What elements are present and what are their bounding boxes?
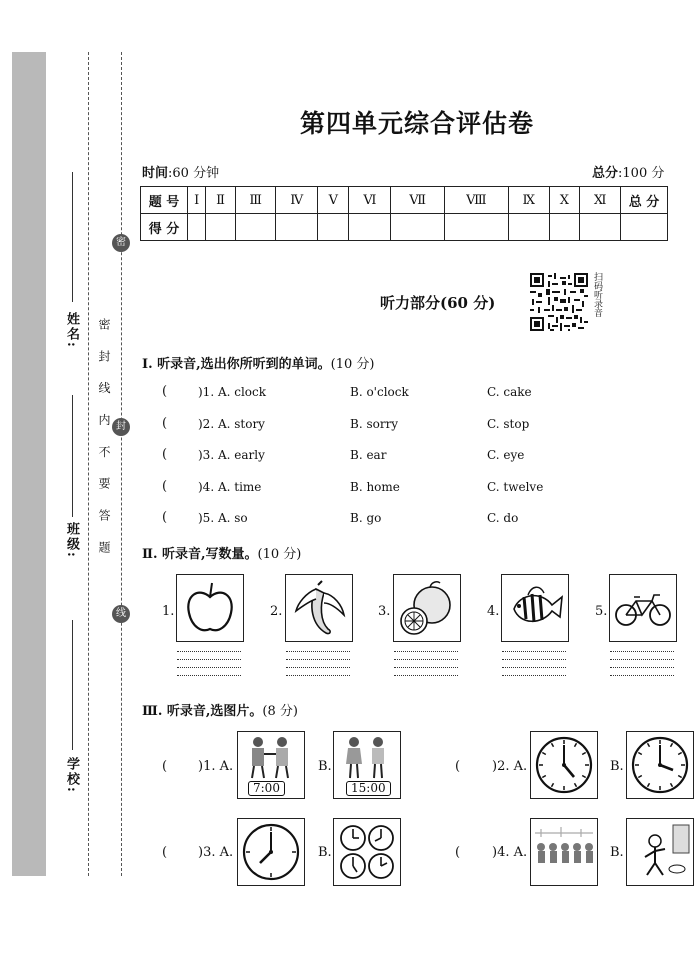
table-cell: 总 分 <box>621 187 668 214</box>
item-number: 3. <box>378 604 391 619</box>
answer-line[interactable] <box>394 651 458 652</box>
qr-code-icon[interactable] <box>530 273 588 331</box>
picture-option-a[interactable] <box>237 731 305 799</box>
option-c: C. twelve <box>487 480 544 494</box>
time-label-b: 15:00 <box>346 781 391 796</box>
option-a: )3. A. early <box>198 448 265 462</box>
score-cell[interactable] <box>391 214 444 241</box>
page-title: 第四单元综合评估卷 <box>300 109 535 138</box>
score-cell[interactable] <box>444 214 508 241</box>
name-label: 姓名: <box>64 312 79 349</box>
option-c: C. cake <box>487 385 532 399</box>
section3-score: (8 分) <box>262 704 298 719</box>
answer-line[interactable] <box>610 675 674 676</box>
table-cell: Ⅺ <box>580 187 621 214</box>
school-field[interactable] <box>72 620 73 750</box>
bike-icon <box>609 574 677 642</box>
option-a: )5. A. so <box>198 511 248 525</box>
option-c: C. stop <box>487 417 530 431</box>
answer-line[interactable] <box>502 667 566 668</box>
total-key: 总分 <box>592 166 619 181</box>
item-number: 2. <box>270 604 283 619</box>
section3-title: Ⅲ. 听录音,选图片。 <box>142 704 263 719</box>
table-cell: 得 分 <box>141 214 188 241</box>
students-icon[interactable] <box>530 818 598 886</box>
four-clocks-icon[interactable] <box>333 818 401 886</box>
table-cell: Ⅷ <box>444 187 508 214</box>
answer-paren[interactable]: ( <box>455 845 461 860</box>
answer-line[interactable] <box>394 667 458 668</box>
question-label: )4. A. <box>492 845 528 860</box>
score-cell[interactable] <box>508 214 549 241</box>
answer-line[interactable] <box>394 659 458 660</box>
cut-line-inner <box>121 52 122 876</box>
apple-icon <box>176 574 244 642</box>
time-value: :60 分钟 <box>168 166 220 181</box>
option-b: B. go <box>350 511 382 525</box>
answer-line[interactable] <box>177 667 241 668</box>
score-cell[interactable] <box>318 214 349 241</box>
answer-line[interactable] <box>610 651 674 652</box>
answer-line[interactable] <box>502 675 566 676</box>
question-label: )1. A. <box>198 759 234 774</box>
score-cell[interactable] <box>276 214 318 241</box>
answer-line[interactable] <box>177 675 241 676</box>
name-field[interactable] <box>72 172 73 302</box>
table-cell: Ⅳ <box>276 187 318 214</box>
score-cell[interactable] <box>206 214 235 241</box>
option-b: B. o'clock <box>350 385 409 399</box>
seal-mark-feng: 封 <box>112 418 130 436</box>
answer-line[interactable] <box>177 659 241 660</box>
table-cell: Ⅹ <box>549 187 580 214</box>
answer-line[interactable] <box>394 675 458 676</box>
total-value: :100 分 <box>618 166 665 181</box>
time-label-a: 7:00 <box>248 781 285 796</box>
answer-paren[interactable]: ( <box>162 845 168 860</box>
section2-title: Ⅱ. 听录音,写数量。 <box>142 547 258 562</box>
answer-line[interactable] <box>502 651 566 652</box>
qr-caption: 扫码听录音 <box>592 272 602 317</box>
picture-option-b[interactable] <box>333 731 401 799</box>
answer-paren[interactable]: ( <box>162 479 168 494</box>
item-number: 1. <box>162 604 175 619</box>
table-cell: Ⅸ <box>508 187 549 214</box>
children-icon <box>334 732 400 782</box>
option-a: )1. A. clock <box>198 385 267 399</box>
total-score <box>592 162 664 181</box>
score-cell[interactable] <box>621 214 668 241</box>
section1-score: (10 分) <box>330 357 375 372</box>
option-c: C. do <box>487 511 519 525</box>
answer-line[interactable] <box>610 667 674 668</box>
option-c: C. eye <box>487 448 525 462</box>
option-b-label: B. <box>610 845 624 860</box>
banana-icon <box>285 574 353 642</box>
table-cell: 题 号 <box>141 187 188 214</box>
answer-line[interactable] <box>286 659 350 660</box>
seal-notice: 密 封 线 内 不 要 答 题 <box>97 318 111 561</box>
cut-line-outer <box>88 52 89 876</box>
section1-title: Ⅰ. 听录音,选出你所听到的单词。 <box>142 357 331 372</box>
answer-paren[interactable]: ( <box>455 759 461 774</box>
table-cell: Ⅰ <box>188 187 206 214</box>
seal-mark-mi: 密 <box>112 234 130 252</box>
time-key: 时间 <box>142 166 169 181</box>
clock-icon[interactable] <box>530 731 598 799</box>
score-cell[interactable] <box>188 214 206 241</box>
option-b: B. home <box>350 480 400 494</box>
item-number: 4. <box>487 604 500 619</box>
answer-line[interactable] <box>286 667 350 668</box>
table-cell: Ⅶ <box>391 187 444 214</box>
section2-score: (10 分) <box>257 547 302 562</box>
option-b-label: B. <box>318 845 332 860</box>
score-cell[interactable] <box>580 214 621 241</box>
answer-paren[interactable]: ( <box>162 384 168 399</box>
binding-strip <box>12 52 46 876</box>
answer-line[interactable] <box>610 659 674 660</box>
orange-icon <box>393 574 461 642</box>
clock-icon[interactable] <box>626 731 694 799</box>
answer-line[interactable] <box>286 651 350 652</box>
answer-paren[interactable]: ( <box>162 447 168 462</box>
option-b-label: B. <box>610 759 624 774</box>
table-cell: Ⅵ <box>349 187 391 214</box>
score-table-header-row <box>141 187 668 214</box>
clock-icon[interactable] <box>237 818 305 886</box>
time-limit <box>142 162 219 181</box>
question-label: )2. A. <box>492 759 528 774</box>
table-cell: Ⅴ <box>318 187 349 214</box>
option-b: B. ear <box>350 448 387 462</box>
section3-heading <box>142 700 298 719</box>
people-greeting-icon <box>238 732 304 782</box>
fish-icon <box>501 574 569 642</box>
answer-paren[interactable]: ( <box>162 510 168 525</box>
answer-paren[interactable]: ( <box>162 759 168 774</box>
score-table <box>140 186 668 241</box>
score-cell[interactable] <box>349 214 391 241</box>
boy-running-icon[interactable] <box>626 818 694 886</box>
table-cell: Ⅱ <box>206 187 235 214</box>
seal-mark-xian: 线 <box>112 605 130 623</box>
item-number: 5. <box>595 604 608 619</box>
option-b: B. sorry <box>350 417 399 431</box>
class-label: 班级: <box>64 522 79 559</box>
question-label: )3. A. <box>198 845 234 860</box>
answer-paren[interactable]: ( <box>162 416 168 431</box>
option-b-label: B. <box>318 759 332 774</box>
answer-line[interactable] <box>502 659 566 660</box>
score-cell[interactable] <box>549 214 580 241</box>
table-cell: Ⅲ <box>235 187 276 214</box>
answer-line[interactable] <box>177 651 241 652</box>
class-field[interactable] <box>72 395 73 517</box>
option-a: )2. A. story <box>198 417 265 431</box>
school-label: 学校: <box>64 757 79 794</box>
option-a: )4. A. time <box>198 480 262 494</box>
section1-heading <box>142 353 375 372</box>
score-table-score-row <box>141 214 668 241</box>
answer-line[interactable] <box>286 675 350 676</box>
listening-part-title: 听力部分(60 分) <box>380 294 496 312</box>
section2-heading <box>142 543 301 562</box>
score-cell[interactable] <box>235 214 276 241</box>
